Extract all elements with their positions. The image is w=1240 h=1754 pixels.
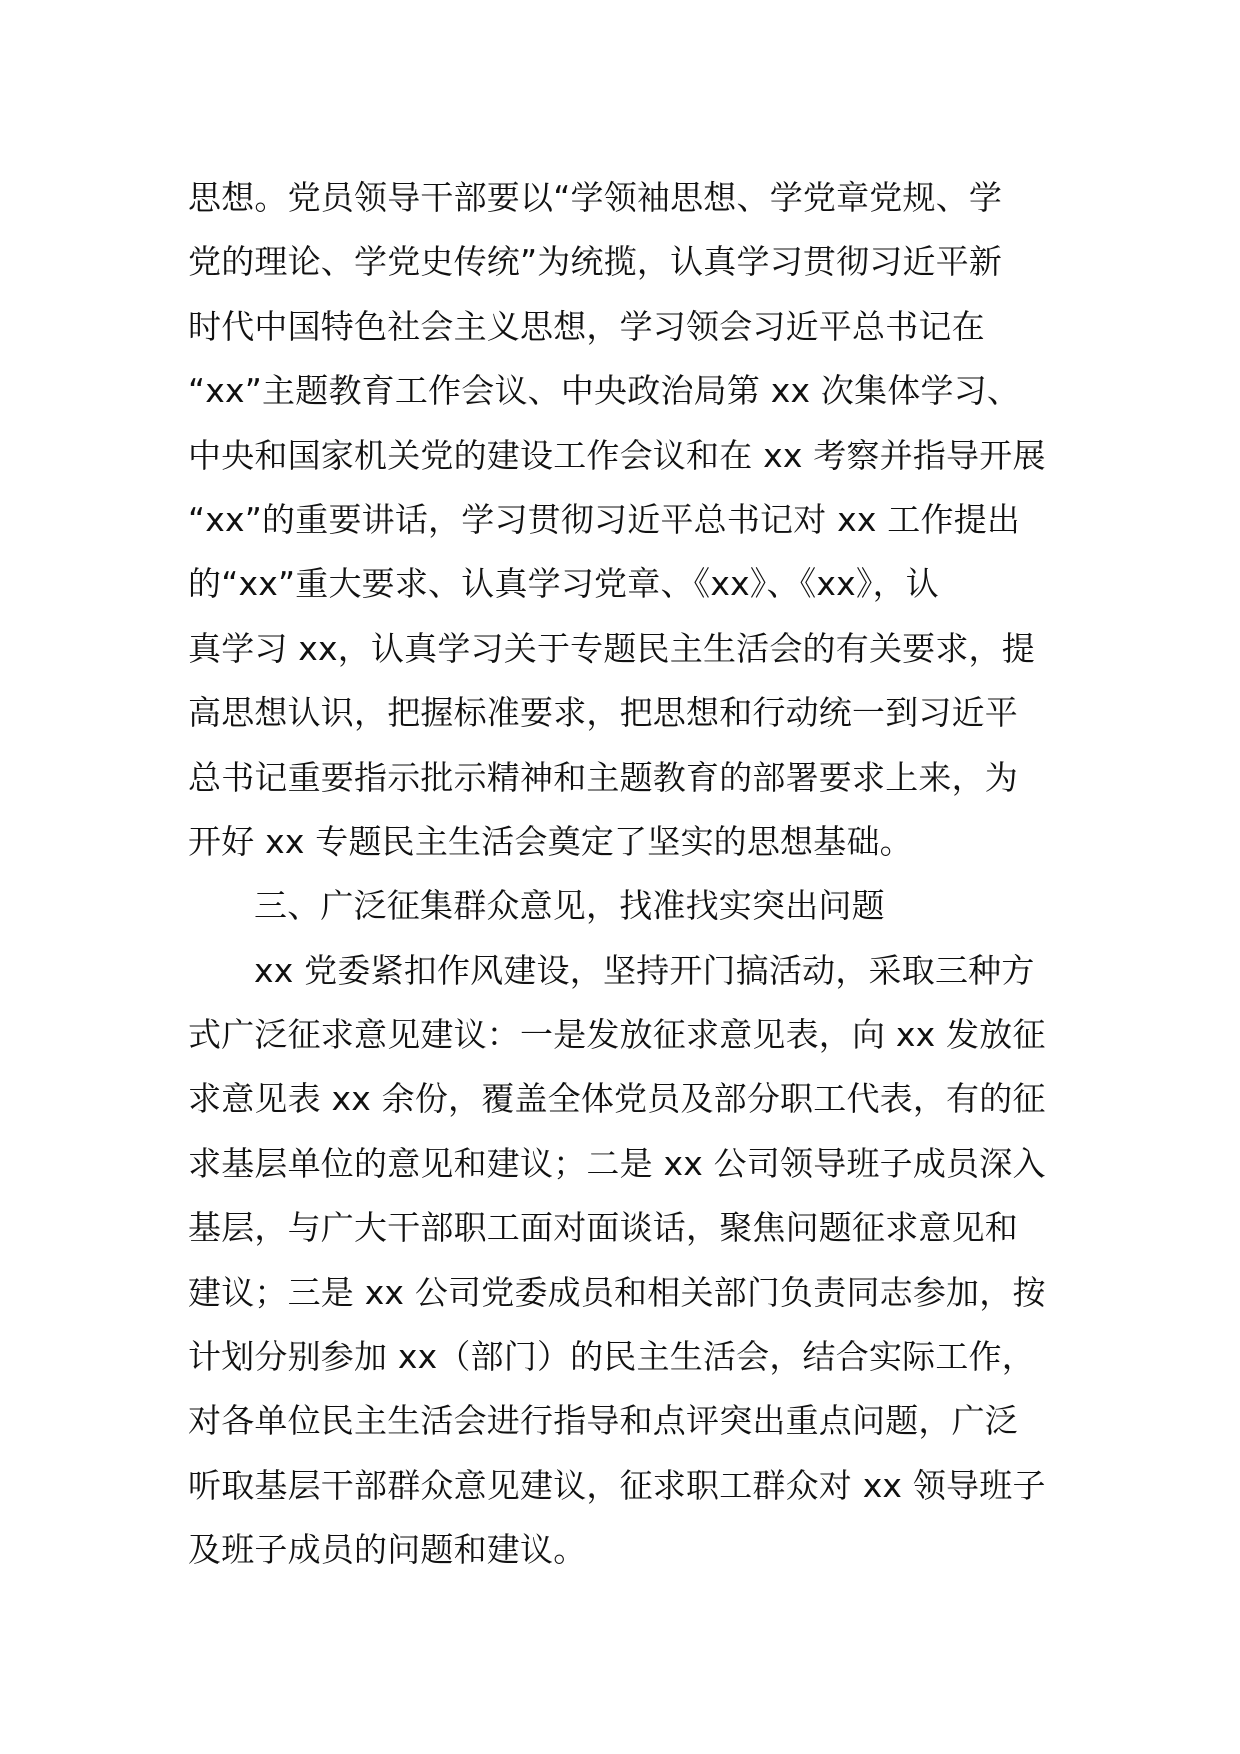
text-line-19: 计划分别参加 xx（部门）的民主生活会，结合实际工作， [188,1337,1035,1377]
body-text [188,166,1058,1583]
text-line-4: “xx”主题教育工作会议、中央政治局第 xx 次集体学习、 [188,371,1021,411]
text-line-16: 求基层单位的意见和建议；二是 xx 公司领导班子成员深入 [188,1143,1046,1183]
text-line-8: 真学习 xx，认真学习关于专题民主生活会的有关要求，提 [188,628,1035,668]
text-line-17: 基层，与广大干部职工面对面谈话，聚焦问题征求意见和 [188,1208,1018,1248]
text-line-1: 思想。党员领导干部要以“学领袖思想、学党章党规、学 [188,178,1003,217]
text-line-11: 开好 xx 专题民主生活会奠定了坚实的思想基础。 [188,821,913,861]
section-heading: 三、广泛征集群众意见，找准找实突出问题 [254,886,885,926]
text-line-7: 的“xx”重大要求、认真学习党章、《xx》、《xx》，认 [188,564,939,604]
text-line-15: 求意见表 xx 余份，覆盖全体党员及部分职工代表，有的征 [188,1079,1046,1119]
text-line-22: 及班子成员的问题和建议。 [188,1530,587,1570]
text-line-18: 建议；三是 xx 公司党委成员和相关部门负责同志参加，按 [188,1272,1046,1312]
text-line-9: 高思想认识，把握标准要求，把思想和行动统一到习近平 [188,693,1018,733]
text-line-14: 式广泛征求意见建议：一是发放征求意见表，向 xx 发放征 [188,1015,1046,1055]
text-line-13: xx 党委紧扣作风建设，坚持开门搞活动，采取三种方 [254,950,1035,990]
text-line-2: 党的理论、学党史传统”为统揽，认真学习贯彻习近平新 [188,242,1003,282]
text-line-6: “xx”的重要讲话，学习贯彻习近平总书记对 xx 工作提出 [188,499,1021,539]
text-line-21: 听取基层干部群众意见建议，征求职工群众对 xx 领导班子 [188,1465,1046,1505]
text-line-5: 中央和国家机关党的建设工作会议和在 xx 考察并指导开展 [188,435,1046,475]
text-line-10: 总书记重要指示批示精神和主题教育的部署要求上来，为 [188,757,1018,797]
text-line-20: 对各单位民主生活会进行指导和点评突出重点问题，广泛 [188,1401,1018,1441]
text-line-3: 时代中国特色社会主义思想，学习领会习近平总书记在 [188,306,985,346]
